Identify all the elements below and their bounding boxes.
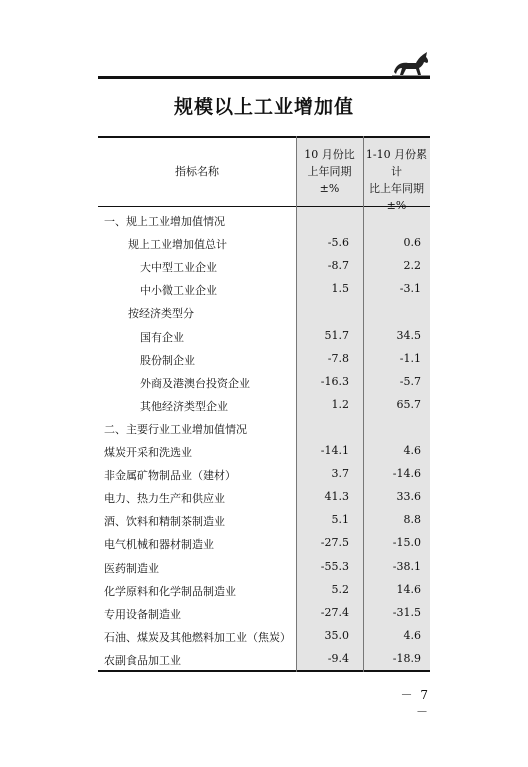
table-row (98, 648, 430, 671)
row-value-month: -7.8 (327, 351, 349, 365)
row-value-month: 35.0 (324, 628, 349, 642)
row-label: 中小微工业企业 (140, 284, 217, 298)
row-label: 大中型工业企业 (140, 261, 217, 275)
row-label: 二、主要行业工业增加值情况 (104, 422, 247, 436)
table-row (98, 394, 430, 417)
row-label: 股份制企业 (140, 353, 195, 367)
header-line: 1-10 月份累计 (365, 148, 428, 178)
row-value-month: 5.1 (331, 513, 349, 527)
page-title: 规模以上工业增加值 (173, 96, 354, 118)
row-value-cumulative: -38.1 (392, 559, 421, 573)
row-value-month: -9.4 (327, 651, 349, 665)
row-value-cumulative: 33.6 (396, 490, 421, 504)
row-value-cumulative: 2.2 (403, 259, 421, 273)
row-value-cumulative: 8.8 (403, 513, 421, 527)
row-label: 酒、饮料和精制茶制造业 (104, 515, 225, 529)
table-row (98, 579, 430, 602)
row-value-month: 3.7 (331, 467, 349, 481)
row-value-month: 1.2 (331, 397, 349, 411)
table-row (98, 532, 430, 555)
row-value-cumulative: 14.6 (396, 582, 421, 596)
row-value-cumulative: -14.6 (392, 467, 421, 481)
row-label: 医药制造业 (104, 561, 159, 575)
row-label: 电气机械和器材制造业 (104, 538, 214, 552)
row-value-cumulative: 4.6 (403, 628, 421, 642)
header-line: 上年同期 (307, 165, 352, 178)
row-value-cumulative: -5.7 (399, 374, 421, 388)
row-value-month: -27.4 (320, 605, 349, 619)
table-row (98, 348, 430, 371)
horse-emblem-icon (388, 48, 432, 78)
data-table (98, 136, 430, 672)
row-label: 一、规上工业增加值情况 (104, 215, 225, 228)
row-label: 农副食品加工业 (104, 653, 181, 667)
table-row (98, 625, 430, 648)
header-line: 比上年同期 (369, 182, 424, 195)
row-value-month: -16.3 (320, 374, 349, 388)
row-label: 化学原料和化学制品制造业 (104, 584, 236, 598)
table-row (98, 255, 430, 278)
row-value-month: -27.5 (320, 536, 349, 550)
table-row (98, 556, 430, 579)
row-label: 规上工业增加值总计 (128, 238, 227, 252)
row-value-month: 5.2 (331, 582, 349, 596)
table-row (98, 209, 430, 232)
row-value-month: 41.3 (324, 490, 349, 504)
row-label: 按经济类型分 (128, 307, 194, 321)
header-line: 10 月份比 (304, 148, 355, 161)
row-value-cumulative: -15.0 (392, 536, 421, 550)
page-number: － 7 － (400, 688, 430, 719)
row-value-month: 1.5 (331, 282, 349, 296)
row-label: 外商及港澳台投资企业 (140, 376, 250, 390)
row-value-month: 51.7 (324, 328, 349, 342)
table-row (98, 232, 430, 255)
row-value-cumulative: -1.1 (399, 351, 421, 365)
row-label: 非金属矿物制品业（建材） (104, 469, 236, 483)
table-row (98, 325, 430, 348)
table-row (98, 602, 430, 625)
row-value-cumulative: 65.7 (396, 397, 421, 411)
row-label: 国有企业 (140, 330, 184, 344)
table-row (98, 371, 430, 394)
table-row (98, 417, 430, 440)
row-value-cumulative: 34.5 (396, 328, 421, 342)
table-row (98, 301, 430, 324)
header-name: 指标名称 (175, 165, 219, 178)
row-value-cumulative: 4.6 (403, 444, 421, 457)
row-value-month: -5.6 (327, 236, 349, 250)
row-label: 煤炭开采和洗选业 (104, 446, 192, 459)
table-top-rule (98, 136, 430, 138)
table-row (98, 463, 430, 486)
header-line: ±% (386, 199, 407, 212)
table-row (98, 440, 430, 463)
table-row (98, 278, 430, 301)
table-row (98, 486, 430, 509)
row-value-cumulative: -3.1 (399, 282, 421, 296)
row-value-month: -8.7 (327, 259, 349, 273)
table-row (98, 509, 430, 532)
header-line: ±% (319, 182, 340, 195)
row-value-month: -55.3 (320, 559, 349, 573)
row-label: 电力、热力生产和供应业 (104, 492, 225, 506)
row-value-month: -14.1 (320, 444, 349, 457)
row-label: 其他经济类型企业 (140, 399, 228, 413)
row-label: 专用设备制造业 (104, 607, 181, 621)
row-value-cumulative: 0.6 (403, 236, 421, 250)
header-col-cumulative (363, 146, 430, 214)
header-col-month (296, 146, 363, 197)
header-rule (98, 76, 430, 79)
row-label: 石油、煤炭及其他燃料加工业（焦炭） (104, 630, 291, 644)
row-value-cumulative: -31.5 (392, 605, 421, 619)
row-value-cumulative: -18.9 (392, 651, 421, 665)
